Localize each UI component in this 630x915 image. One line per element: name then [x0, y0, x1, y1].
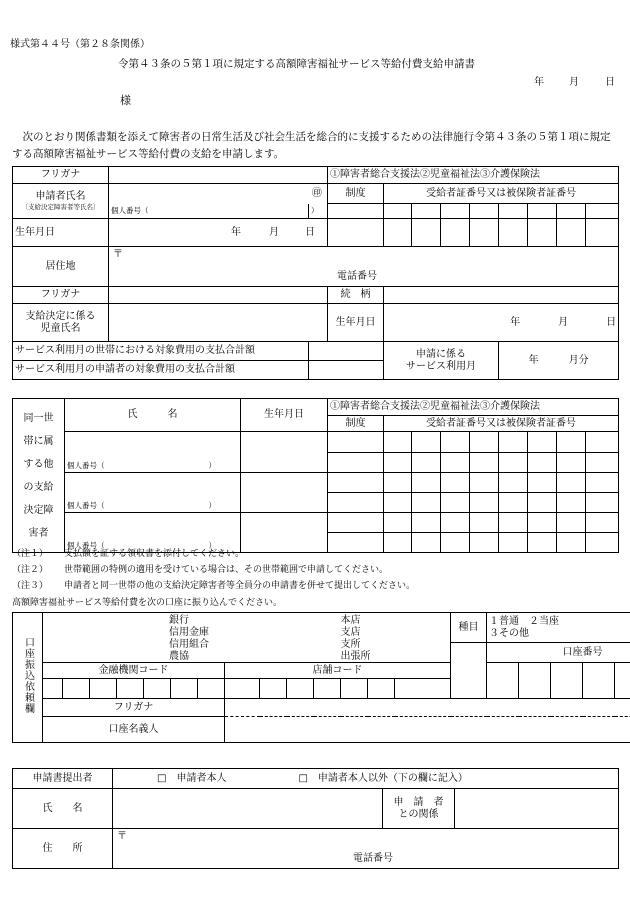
applicant-total-label: サービス利用月の申請者の対象費用の支払合計額 — [13, 361, 309, 380]
household-side-6: 害者 — [28, 527, 49, 539]
applicant-address-field[interactable] — [109, 247, 619, 287]
holder-furigana-field[interactable] — [225, 699, 630, 717]
household-side-5: 決定障 — [23, 504, 54, 516]
submitter-postal-mark: 〒 — [117, 831, 127, 842]
branch-code-header: 店舗コード — [225, 663, 451, 679]
applicant-name-text: 申請者氏名 — [35, 191, 86, 202]
form-title: 令第４３条の５第１項に規定する高額障害福祉サービス等給付費支給申請書 — [118, 58, 475, 70]
branch-code-digit-1[interactable] — [225, 679, 260, 699]
member-3-mynumber-close: ） — [208, 541, 216, 550]
member-3-system-a[interactable] — [328, 513, 384, 533]
intro-text: 次のとおり関係書類を添えて障害者の日常生活及び社会生活を総合的に支援するための法律施行令第４３条の５第１項に規定する高額障害福祉サービス等給付費の支給を申請します。 — [12, 131, 611, 160]
applicant-birth-label: 生年月日 — [13, 219, 109, 247]
service-year: 年 — [528, 354, 539, 366]
household-side-1: 同一世 — [23, 412, 54, 424]
applicant-address-label: 居住地 — [13, 247, 109, 287]
header-day: 日 — [605, 77, 615, 88]
child-furigana-field[interactable] — [109, 287, 328, 304]
account-digit-1[interactable] — [487, 663, 519, 699]
bank-code-header: 金融機関コード — [43, 663, 225, 679]
household-total-field[interactable] — [309, 342, 384, 361]
submitter-name-label: 氏 名 — [13, 789, 113, 829]
household-total-label: サービス利用月の世帯における対象費用の支払合計額 — [13, 342, 309, 361]
option-other[interactable]: □ 申請者本人以外（下の欄に記入） — [298, 772, 468, 784]
applicant-system-cell-2[interactable] — [328, 219, 384, 247]
member-2-system-b[interactable] — [328, 493, 384, 513]
member-1-name-field[interactable] — [65, 432, 241, 473]
member-3-mynumber: 個人番号（ — [67, 541, 105, 550]
member-2-mynumber: 個人番号（ — [67, 501, 105, 510]
child-name-field[interactable] — [109, 304, 328, 342]
kind-option-2: ３その他 — [489, 627, 530, 639]
service-month-unit: 月分 — [568, 354, 589, 366]
note-3: （注３） 申請者と同一世帯の他の支給決定障害者等全員分の申請書を併せて提出してください。 — [12, 581, 416, 591]
header-month: 月 — [569, 77, 579, 88]
submitter-name-field[interactable] — [113, 789, 383, 829]
applicant-furigana-label: フリガナ — [13, 167, 109, 184]
service-month-line1: 申請に係る — [416, 348, 467, 360]
household-name-header: 氏 名 — [65, 399, 241, 432]
inst-type-list: 銀行 信用金庫 信用組合 農協 — [169, 615, 209, 662]
applicant-law-header: ①障害者総合支援法②児童福祉法③介護保険法 — [328, 167, 619, 184]
addressee: 様 — [120, 94, 131, 107]
household-system-header: 制度 — [328, 416, 384, 432]
applicant-name-label — [13, 184, 109, 219]
applicant-cert-header: 受給者証番号又は被保険者証番号 — [384, 184, 619, 204]
household-table — [12, 398, 619, 553]
child-furigana-label: フリガナ — [13, 287, 109, 304]
household-side-2: 帯に属 — [23, 435, 54, 447]
applicant-system-header: 制度 — [328, 184, 384, 204]
member-3-system-b[interactable] — [328, 533, 384, 553]
submitter-label: 申請書提出者 — [13, 769, 113, 789]
member-3-name-field[interactable] — [65, 513, 241, 553]
mynumber-close: ） — [309, 204, 328, 219]
submitter-table — [12, 768, 619, 869]
relation-line1: 申 請 者 — [393, 796, 444, 808]
child-birth-field[interactable] — [384, 304, 619, 342]
option-self[interactable]: □ 申請者本人 — [157, 772, 227, 784]
bank-table — [12, 612, 630, 743]
member-2-name-field[interactable] — [65, 473, 241, 513]
form-number: 様式第４４号（第２８条関係） — [10, 39, 150, 50]
member-1-system-a[interactable] — [328, 432, 384, 453]
applicant-name-sub: 〔支給決定障害者等氏名〕 — [21, 203, 100, 211]
child-name-label — [13, 304, 109, 342]
submitter-options[interactable] — [113, 769, 619, 789]
bank-side-label — [13, 613, 43, 743]
member-1-mynumber: 個人番号（ — [67, 461, 105, 470]
submitter-phone-label: 電話番号 — [353, 853, 393, 864]
applicant-total-field[interactable] — [309, 361, 384, 380]
member-3-birth-field[interactable] — [241, 513, 328, 553]
household-cert-header: 受給者証番号又は被保険者証番号 — [384, 416, 619, 432]
member-1-system-b[interactable] — [328, 453, 384, 473]
applicant-table — [12, 166, 619, 380]
household-birth-header: 生年月日 — [241, 399, 328, 432]
seal-mark: ㊞ — [311, 187, 322, 199]
postal-mark: 〒 — [113, 249, 123, 260]
child-name-line1: 支給決定に係る — [25, 310, 96, 322]
child-birth-day: 日 — [606, 316, 617, 328]
applicant-birth-day: 日 — [305, 226, 315, 238]
note-1: （注１） 支払額を証する領収書を添付してください。 — [12, 549, 245, 559]
member-2-mynumber-close: ） — [208, 501, 216, 510]
applicant-system-cell-1[interactable] — [328, 204, 384, 219]
kind-option-1: １普通 ２当座 — [489, 615, 560, 627]
member-2-birth-field[interactable] — [241, 473, 328, 513]
child-relation-label: 続 柄 — [328, 287, 384, 304]
account-kind-label: 種目 — [451, 613, 487, 643]
submitter-relation-label — [383, 789, 455, 829]
note-2: （注２） 世帯範囲の特例の適用を受けている場合は、その世帯範囲で申請してください。 — [12, 565, 389, 575]
applicant-birth-month: 月 — [269, 226, 279, 238]
child-birth-year: 年 — [510, 316, 521, 328]
relation-line2: との関係 — [398, 808, 439, 820]
applicant-furigana-field[interactable] — [109, 167, 328, 184]
service-month-line2: サービス利用月 — [406, 360, 477, 372]
account-kind-field[interactable] — [487, 613, 630, 643]
bank-side-text: 口座振込依頼欄 — [22, 637, 34, 714]
bank-code-digit-1[interactable] — [43, 679, 63, 699]
branch-type-list: 本店 支店 支所 出張所 — [340, 615, 371, 662]
member-1-mynumber-close: ） — [208, 461, 216, 470]
bank-branch-field[interactable] — [225, 613, 451, 663]
child-birth-label: 生年月日 — [328, 304, 384, 342]
bank-instruction: 高額障害福祉サービス等給付費を次の口座に振り込んでください。 — [12, 598, 283, 608]
bank-institution-field[interactable] — [43, 613, 225, 663]
household-side-label — [13, 399, 65, 553]
holder-name-label: 口座名義人 — [43, 717, 225, 743]
submitter-relation-field[interactable] — [455, 789, 619, 829]
applicant-phone-label: 電話番号 — [337, 271, 377, 282]
submitter-address-field[interactable] — [113, 829, 619, 869]
holder-furigana-label: フリガナ — [43, 699, 225, 717]
household-side-3: する他 — [23, 458, 54, 470]
service-month-field[interactable] — [499, 342, 619, 380]
holder-name-field[interactable] — [225, 717, 630, 743]
child-relation-field[interactable] — [384, 287, 619, 304]
header-year: 年 — [534, 77, 544, 88]
service-month-label — [384, 342, 499, 380]
applicant-mynumber-field[interactable] — [109, 204, 309, 219]
household-side-4: の支給 — [23, 481, 54, 493]
mynumber-label: 個人番号（ — [111, 206, 149, 216]
member-1-birth-field[interactable] — [241, 432, 328, 473]
child-birth-month: 月 — [558, 316, 569, 328]
member-2-system-a[interactable] — [328, 473, 384, 493]
child-name-line2: 児童氏名 — [40, 322, 81, 334]
applicant-birth-year: 年 — [231, 226, 241, 238]
applicant-birth-field[interactable] — [109, 219, 328, 247]
submitter-address-label: 住 所 — [13, 829, 113, 869]
applicant-name-field[interactable] — [109, 184, 328, 204]
household-law-header: ①障害者総合支援法②児童福祉法③介護保険法 — [328, 399, 619, 416]
account-number-header: 口座番号 — [487, 643, 630, 663]
